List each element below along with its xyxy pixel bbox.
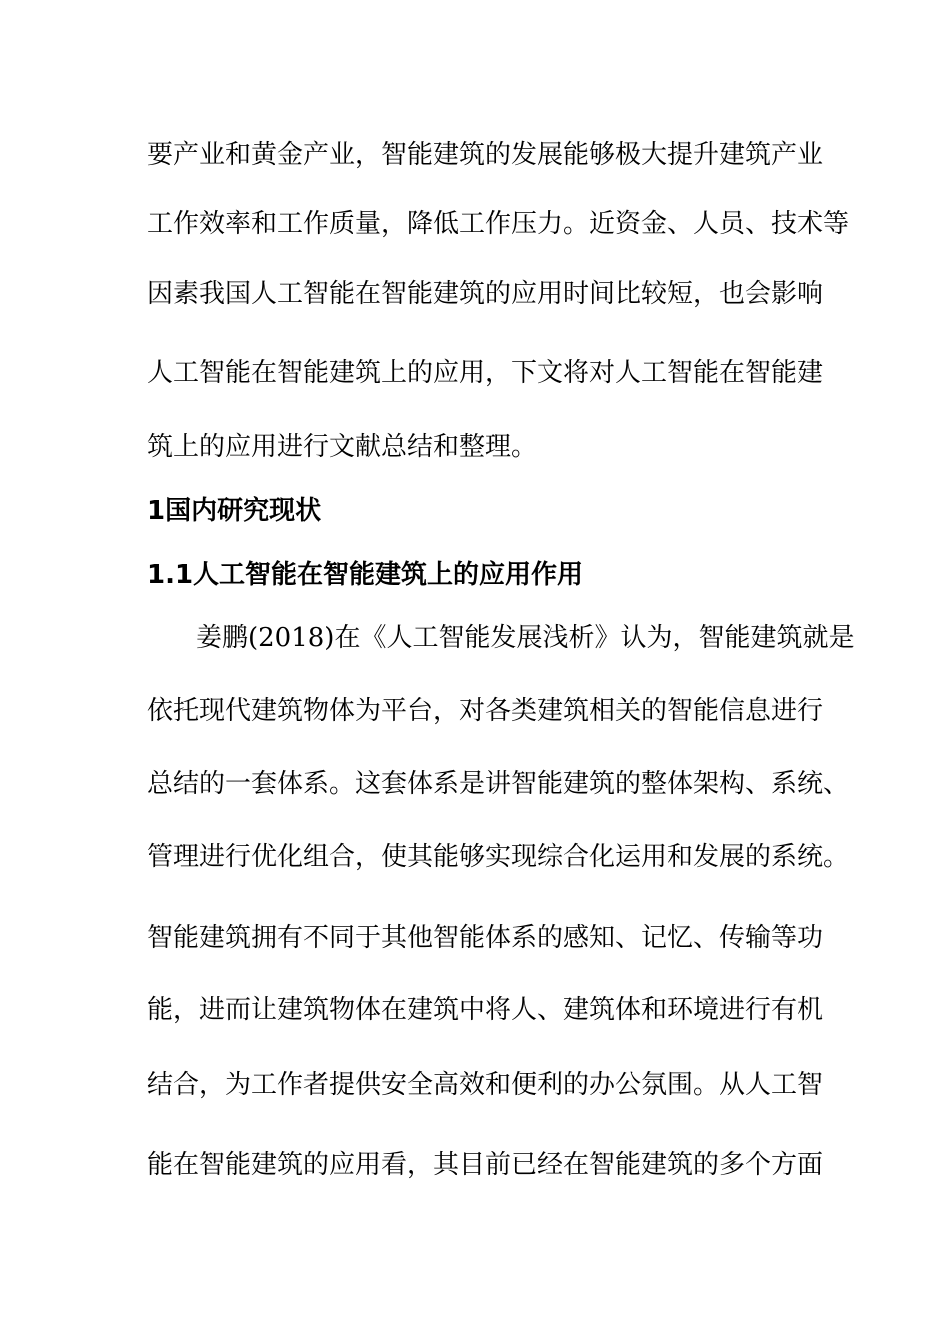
paragraph-line: 筑上的应用进行文献总结和整理。: [147, 432, 538, 462]
paragraph-line: 依托现代建筑物体为平台，对各类建筑相关的智能信息进行: [147, 696, 824, 726]
paragraph-line: 人工智能在智能建筑上的应用，下文将对人工智能在智能建: [147, 358, 824, 388]
paragraph-line: 工作效率和工作质量，降低工作压力。近资金、人员、技术等: [147, 209, 850, 239]
paragraph-line: 因素我国人工智能在智能建筑的应用时间比较短，也会影响: [147, 279, 824, 309]
paragraph-line: 要产业和黄金产业，智能建筑的发展能够极大提升建筑产业: [147, 140, 824, 170]
paragraph-line: 总结的一套体系。这套体系是讲智能建筑的整体架构、系统、: [147, 769, 850, 799]
paragraph-line: 管理进行优化组合，使其能够实现综合化运用和发展的系统。: [147, 842, 850, 872]
paragraph-line: 结合，为工作者提供安全高效和便利的办公氛围。从人工智: [147, 1070, 824, 1100]
section-heading: 1国内研究现状: [147, 496, 322, 526]
subsection-heading: 1.1人工智能在智能建筑上的应用作用: [147, 560, 584, 590]
paragraph-line: 智能建筑拥有不同于其他智能体系的感知、记忆、传输等功: [147, 923, 824, 953]
paragraph-line: 能，进而让建筑物体在建筑中将人、建筑体和环境进行有机: [147, 995, 824, 1025]
paragraph-line: 姜鹏(2018)在《人工智能发展浅析》认为，智能建筑就是: [196, 623, 855, 653]
paragraph-line: 能在智能建筑的应用看，其目前已经在智能建筑的多个方面: [147, 1150, 824, 1180]
